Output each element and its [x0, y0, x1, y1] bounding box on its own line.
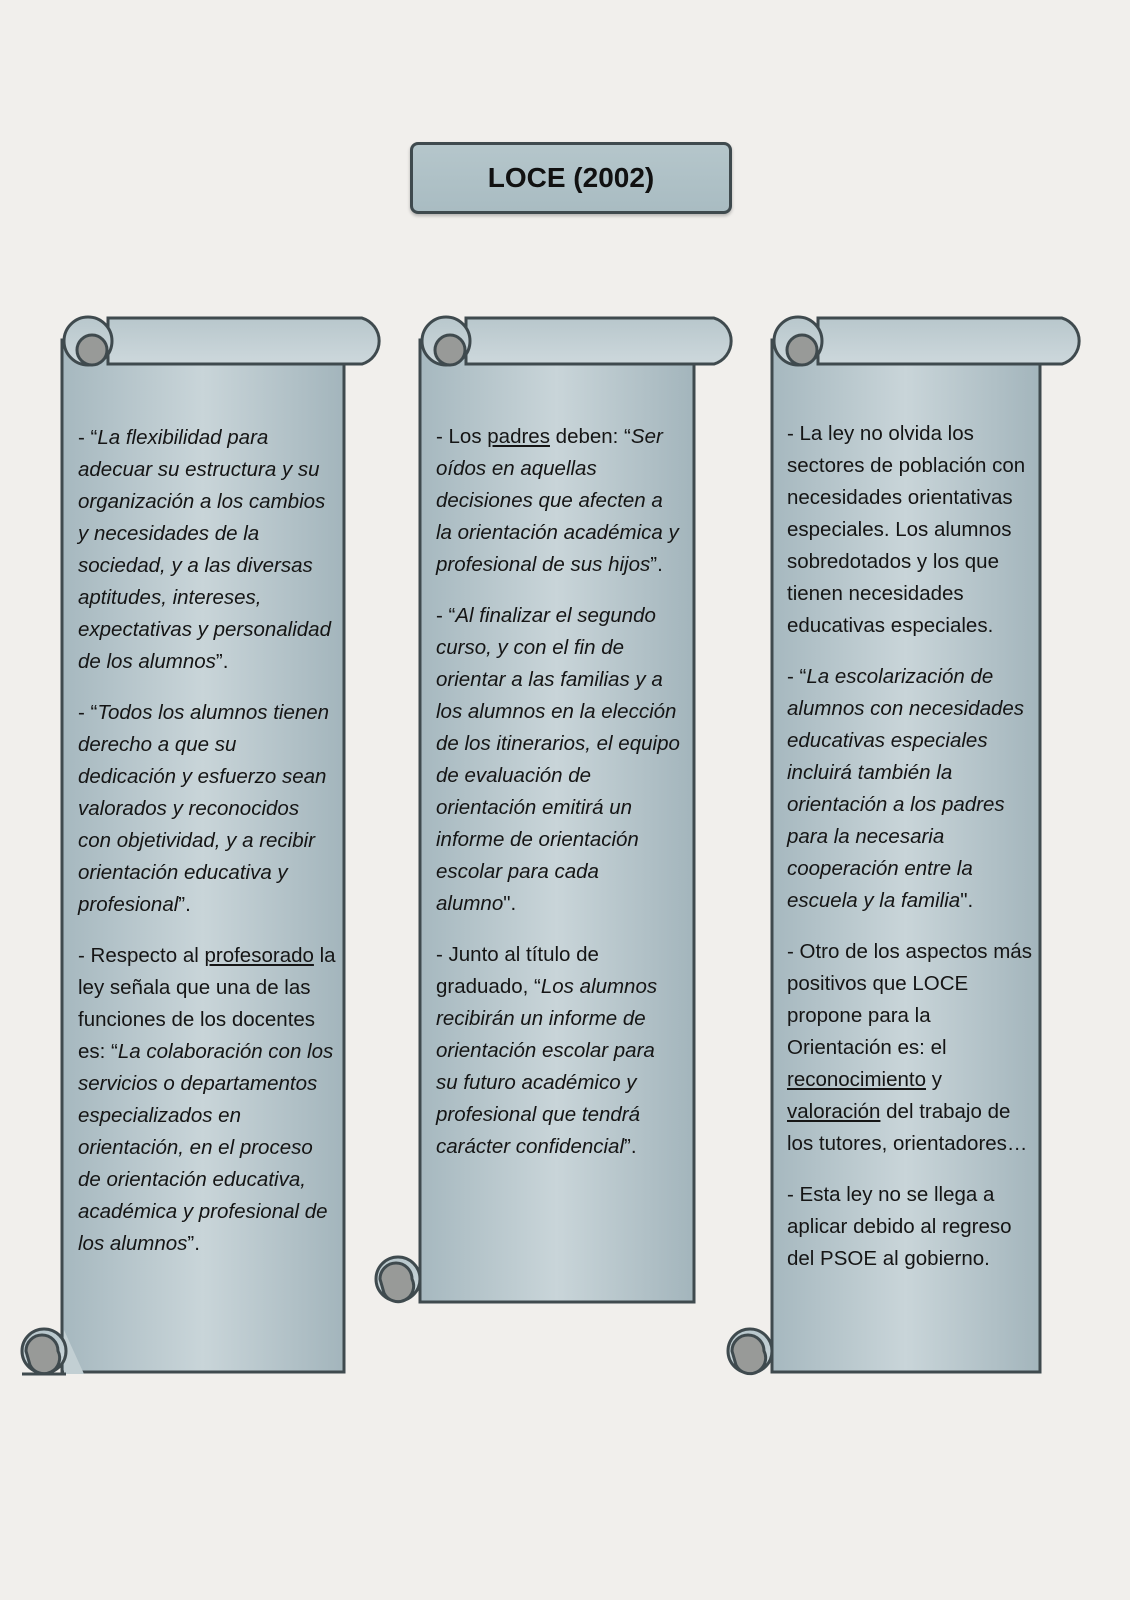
text-run: - “ [436, 604, 456, 627]
text-run: del trabajo de los tutores, orientadores… [787, 1100, 1028, 1155]
scroll-paragraph [436, 421, 682, 581]
text-run: padres [487, 425, 550, 448]
page-title: LOCE (2002) [487, 162, 655, 193]
text-run: - “ [78, 426, 98, 449]
text-run: valoración [787, 1100, 881, 1123]
text-run: ”. [650, 553, 663, 576]
text-run: - “ [78, 701, 98, 724]
scroll-1-text [78, 422, 336, 1279]
scroll-2-text [436, 421, 682, 1182]
text-run: y [926, 1068, 942, 1091]
text-run: reconocimiento [787, 1068, 927, 1091]
text-run: ”. [215, 650, 229, 673]
scroll-paragraph [78, 422, 336, 678]
text-run: - Esta ley no se llega a aplicar debido al regreso del PSOE al gobierno. [787, 1183, 1012, 1270]
scroll-paragraph [787, 936, 1037, 1160]
scroll-paragraph [78, 940, 336, 1260]
text-run: - Los [436, 425, 488, 448]
scroll-paragraph [78, 697, 336, 921]
text-run: - “ [787, 665, 807, 688]
text-run: Los alumnos recibirán un informe de orientación escolar para su futuro académico y profesional que tendrá carácter confidencial [436, 975, 658, 1158]
text-run: Ser oídos en aquellas decisiones que afecten a la orientación académica y profesional de sus hijos [436, 425, 679, 576]
text-run: deben: “ [549, 425, 631, 448]
text-run: la ley señala que una de las funciones de los docentes es: “ [78, 944, 336, 1063]
scroll-paragraph [787, 661, 1037, 917]
text-run: - Respecto al [78, 944, 205, 967]
text-run: ". [960, 889, 974, 912]
text-run: - La ley no olvida los sectores de población con necesidades orientativas especiales. Los alumnos sobredotados y los que tienen necesidades educativas especiales. [787, 422, 1026, 637]
text-run: Al finalizar el segundo curso, y con el fin de orientar a las familias y a los alumnos en la elección de los itinerarios, el equipo de evaluación de orientación emitirá un informe de orientación escolar para cada alumno [436, 604, 680, 915]
text-run: Todos los alumnos tienen derecho a que su dedicación y esfuerzo sean valorados y reconocidos con objetividad, y a recibir orientación educativa y profesional [78, 701, 330, 916]
scroll-paragraph [787, 1179, 1037, 1275]
text-run: ”. [187, 1232, 200, 1255]
text-run: ". [503, 892, 517, 915]
text-run: profesorado [204, 944, 314, 967]
text-run: ”. [624, 1135, 637, 1158]
text-run: La escolarización de alumnos con necesidades educativas especiales incluirá también la orientación a los padres para la necesaria cooperación entre la escuela y la familia [787, 665, 1025, 912]
text-run: - Otro de los aspectos más positivos que LOCE propone para la Orientación es: el [787, 940, 1032, 1059]
scroll-paragraph [436, 939, 682, 1163]
text-run: - Junto al título de graduado, “ [436, 943, 599, 998]
scroll-paragraph [787, 418, 1037, 642]
text-run: La flexibilidad para adecuar su estructura y su organización a los cambios y necesidades de la sociedad, y a las diversas aptitudes, intereses, expectativas y personalidad de los alumnos [78, 426, 331, 673]
text-run: ”. [178, 893, 191, 916]
scroll-3-text [787, 418, 1037, 1294]
scroll-paragraph [436, 600, 682, 920]
text-run: La colaboración con los servicios o departamentos especializados en orientación, en el proceso de orientación educativa, académica y profesional de los alumnos [78, 1040, 334, 1255]
